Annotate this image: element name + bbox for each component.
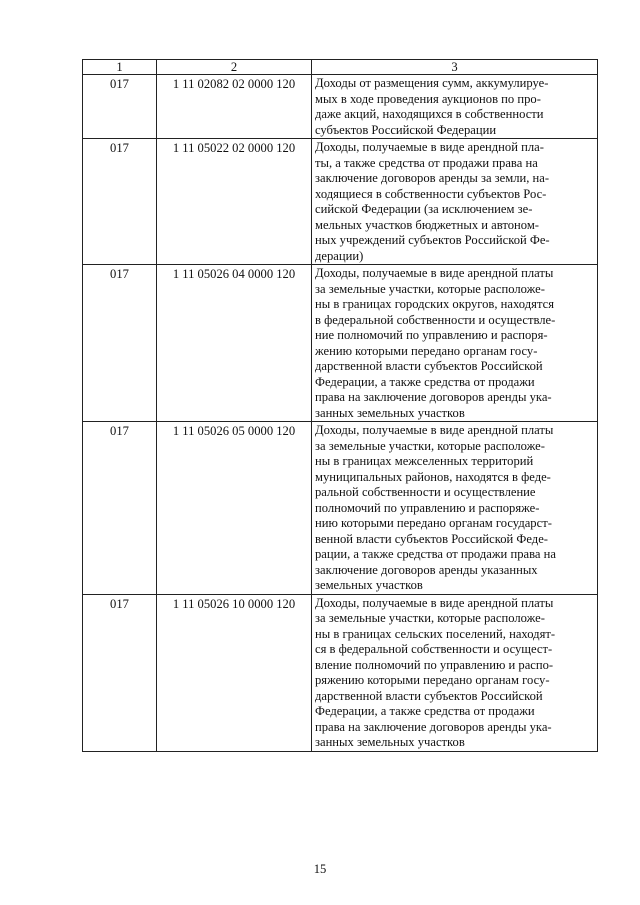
table-row	[83, 594, 598, 751]
table-row	[83, 75, 598, 139]
table-row	[83, 265, 598, 422]
description-cell	[312, 75, 598, 139]
header-col-1: 1	[83, 60, 157, 75]
budget-code-cell: 1 11 05022 02 0000 120	[157, 139, 312, 265]
table-header-row	[83, 60, 598, 75]
header-col-3: 3	[312, 60, 598, 75]
budget-code-cell: 1 11 05026 05 0000 120	[157, 422, 312, 595]
revenue-codes-table	[82, 59, 598, 752]
page-number: 15	[313, 862, 327, 876]
admin-code-cell: 017	[83, 139, 157, 265]
budget-code-cell: 1 11 05026 04 0000 120	[157, 265, 312, 422]
admin-code-cell: 017	[83, 594, 157, 751]
description-cell	[312, 139, 598, 265]
description-cell	[312, 265, 598, 422]
description-text: Доходы, получаемые в виде арендной пла- ты, а также средства от продажи права на заключение договоров аренды за земли, на- ходящиеся в собственности субъектов Рос- сийской Федерации (за исключением зе- мельных участков бюджетных и автоном- ных учреждений субъектов Российской Фе- дерации)	[315, 140, 550, 263]
description-text: Доходы, получаемые в виде арендной платы за земельные участки, которые расположе- ны в границах межселенных территорий муниципальных районов, находятся в феде- ральной собственности и осуществление полномочий по управлению и распоряже- нию которыми передано органам государст- венной власти субъектов Российской Феде- рации, а также средства от продажи права на заключение договоров аренды указанных земельных участков	[315, 423, 556, 592]
admin-code-cell: 017	[83, 75, 157, 139]
budget-code-cell: 1 11 05026 10 0000 120	[157, 594, 312, 751]
description-text: Доходы, получаемые в виде арендной платы за земельные участки, которые расположе- ны в границах сельских поселений, находят- ся в федеральной собственности и осущест- вление полномочий по управлению и распо- ряжению которыми передано органам госу- дарственной власти субъектов Российской Федерации, а также средства от продажи права на заключение договоров аренды ука- занных земельных участков	[315, 595, 556, 749]
admin-code-cell: 017	[83, 265, 157, 422]
description-text: Доходы от размещения сумм, аккумулируе- мых в ходе проведения аукционов по про- даже акций, находящихся в собственности субъектов Российской Федерации	[315, 76, 549, 137]
header-col-2: 2	[157, 60, 312, 75]
table-row	[83, 422, 598, 595]
admin-code-cell: 017	[83, 422, 157, 595]
budget-code-cell: 1 11 02082 02 0000 120	[157, 75, 312, 139]
table-row	[83, 139, 598, 265]
description-cell	[312, 422, 598, 595]
description-cell	[312, 594, 598, 751]
description-text: Доходы, получаемые в виде арендной платы за земельные участки, которые расположе- ны в границах городских округов, находятся в федеральной собственности и осуществле- ние полномочий по управлению и распоря- жению которыми передано органам госу- дарственной власти субъектов Российской Федерации, а также средства от продажи права на заключение договоров аренды ука- занных земельных участков	[315, 266, 556, 420]
